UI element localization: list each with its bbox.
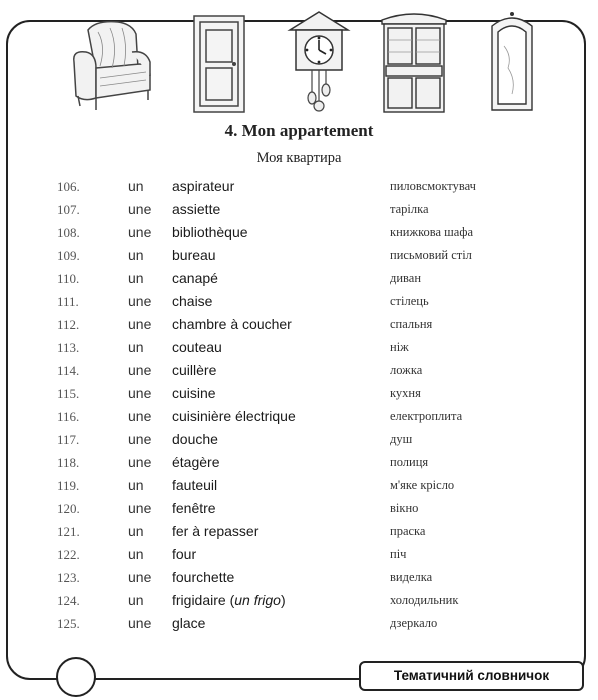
entry-article: un: [128, 270, 144, 286]
entry-number: 125.: [57, 616, 80, 631]
entry-translation: книжкова шафа: [390, 225, 474, 239]
entry-article: une: [128, 224, 152, 240]
entry-article: une: [128, 454, 152, 470]
entry-number: 107.: [57, 202, 80, 217]
list-item: [0, 291, 598, 314]
list-item: [0, 475, 598, 498]
entry-number: 110.: [57, 271, 80, 286]
entry-translation: душ: [390, 432, 413, 446]
entry-number: 117.: [57, 432, 80, 447]
entry-word: chaise: [172, 293, 213, 309]
list-item: [0, 521, 598, 544]
list-item: [0, 498, 598, 521]
footer-section-label: Тематичний словничок: [359, 661, 584, 691]
entry-article: une: [128, 408, 152, 424]
list-item: [0, 360, 598, 383]
entry-word-main: frigidaire: [172, 592, 226, 608]
list-item: [0, 268, 598, 291]
entry-word: four: [172, 546, 197, 562]
entry-word: fauteuil: [172, 477, 218, 493]
entry-word: chambre à coucher: [172, 316, 292, 332]
entry-number: 122.: [57, 547, 80, 562]
page-number-circle: [56, 657, 96, 697]
entry-article: une: [128, 431, 152, 447]
list-item: [0, 429, 598, 452]
mirror-icon: [486, 6, 538, 116]
entry-word: bibliothèque: [172, 224, 248, 240]
entry-article: un: [128, 178, 144, 194]
entry-number: 119.: [57, 478, 80, 493]
entry-translation: вікно: [390, 501, 419, 515]
page-title: 4. Mon appartement: [224, 121, 374, 140]
entry-number: 112.: [57, 317, 80, 332]
entry-word: bureau: [172, 247, 216, 263]
entry-word: étagère: [172, 454, 220, 470]
entry-number: 106.: [57, 179, 80, 194]
entry-article: une: [128, 201, 152, 217]
list-item: [0, 613, 598, 636]
entry-word: cuisine: [172, 385, 216, 401]
entry-translation: ложка: [390, 363, 423, 377]
entry-number: 121.: [57, 524, 80, 539]
list-item: [0, 199, 598, 222]
entry-number: 115.: [57, 386, 80, 401]
entry-word-note: un frigo: [234, 592, 281, 608]
list-item: [0, 544, 598, 567]
entry-article: une: [128, 500, 152, 516]
entry-article: un: [128, 477, 144, 493]
entry-article: un: [128, 523, 144, 539]
entry-translation: пиловсмоктувач: [390, 179, 476, 193]
entry-translation: холодильник: [390, 593, 459, 607]
entry-article: un: [128, 592, 144, 608]
entry-translation: спальня: [390, 317, 433, 331]
entry-number: 109.: [57, 248, 80, 263]
entry-article: une: [128, 615, 152, 631]
entry-word: fenêtre: [172, 500, 216, 516]
entry-translation: праска: [390, 524, 426, 538]
entry-word: aspirateur: [172, 178, 235, 194]
entry-number: 108.: [57, 225, 80, 240]
entry-word: cuillère: [172, 362, 217, 378]
entry-translation: полиця: [390, 455, 429, 469]
entry-number: 120.: [57, 501, 80, 516]
entry-number: 113.: [57, 340, 80, 355]
list-item: [0, 245, 598, 268]
entry-translation: письмовий стіл: [390, 248, 472, 262]
entry-translation: піч: [390, 547, 407, 561]
entry-number: 118.: [57, 455, 80, 470]
entry-word: glace: [172, 615, 206, 631]
entry-word: couteau: [172, 339, 222, 355]
entry-article: un: [128, 247, 144, 263]
list-item: [0, 567, 598, 590]
entry-word: fer à repasser: [172, 523, 259, 539]
entry-number: 116.: [57, 409, 80, 424]
entry-article: une: [128, 362, 152, 378]
entry-number: 123.: [57, 570, 80, 585]
list-item: [0, 452, 598, 475]
entry-translation: кухня: [390, 386, 421, 400]
entry-translation: електроплита: [390, 409, 463, 423]
entry-translation: тарілка: [390, 202, 429, 216]
entry-translation: стілець: [390, 294, 429, 308]
armchair-icon: [66, 6, 156, 116]
entry-word: assiette: [172, 201, 221, 217]
list-item: [0, 337, 598, 360]
entry-translation: ніж: [390, 340, 409, 354]
entry-translation: диван: [390, 271, 422, 285]
door-icon: [190, 6, 248, 116]
entry-word: fourchette: [172, 569, 235, 585]
entry-article: une: [128, 569, 152, 585]
entry-translation: виделка: [390, 570, 433, 584]
entry-article: un: [128, 339, 144, 355]
list-item: [0, 383, 598, 406]
entry-number: 111.: [57, 294, 79, 309]
entry-article: une: [128, 385, 152, 401]
entry-word: canapé: [172, 270, 218, 286]
cupboard-icon: [378, 6, 450, 116]
entry-article: un: [128, 546, 144, 562]
entry-article: une: [128, 316, 152, 332]
entry-word: cuisinière électrique: [172, 408, 296, 424]
list-item: [0, 406, 598, 429]
list-item: [0, 222, 598, 245]
entry-article: une: [128, 293, 152, 309]
entry-word: douche: [172, 431, 218, 447]
page-subtitle: Моя квартира: [256, 150, 342, 166]
entry-number: 124.: [57, 593, 80, 608]
entry-translation: дзеркало: [390, 616, 438, 630]
list-item: [0, 176, 598, 199]
entry-translation: м'яке крісло: [390, 478, 455, 492]
cuckoo-clock-icon: [284, 6, 354, 116]
entry-word: frigidaire (un frigo): [172, 592, 286, 608]
list-item: [0, 314, 598, 337]
entry-number: 114.: [57, 363, 80, 378]
list-item: [0, 590, 598, 613]
